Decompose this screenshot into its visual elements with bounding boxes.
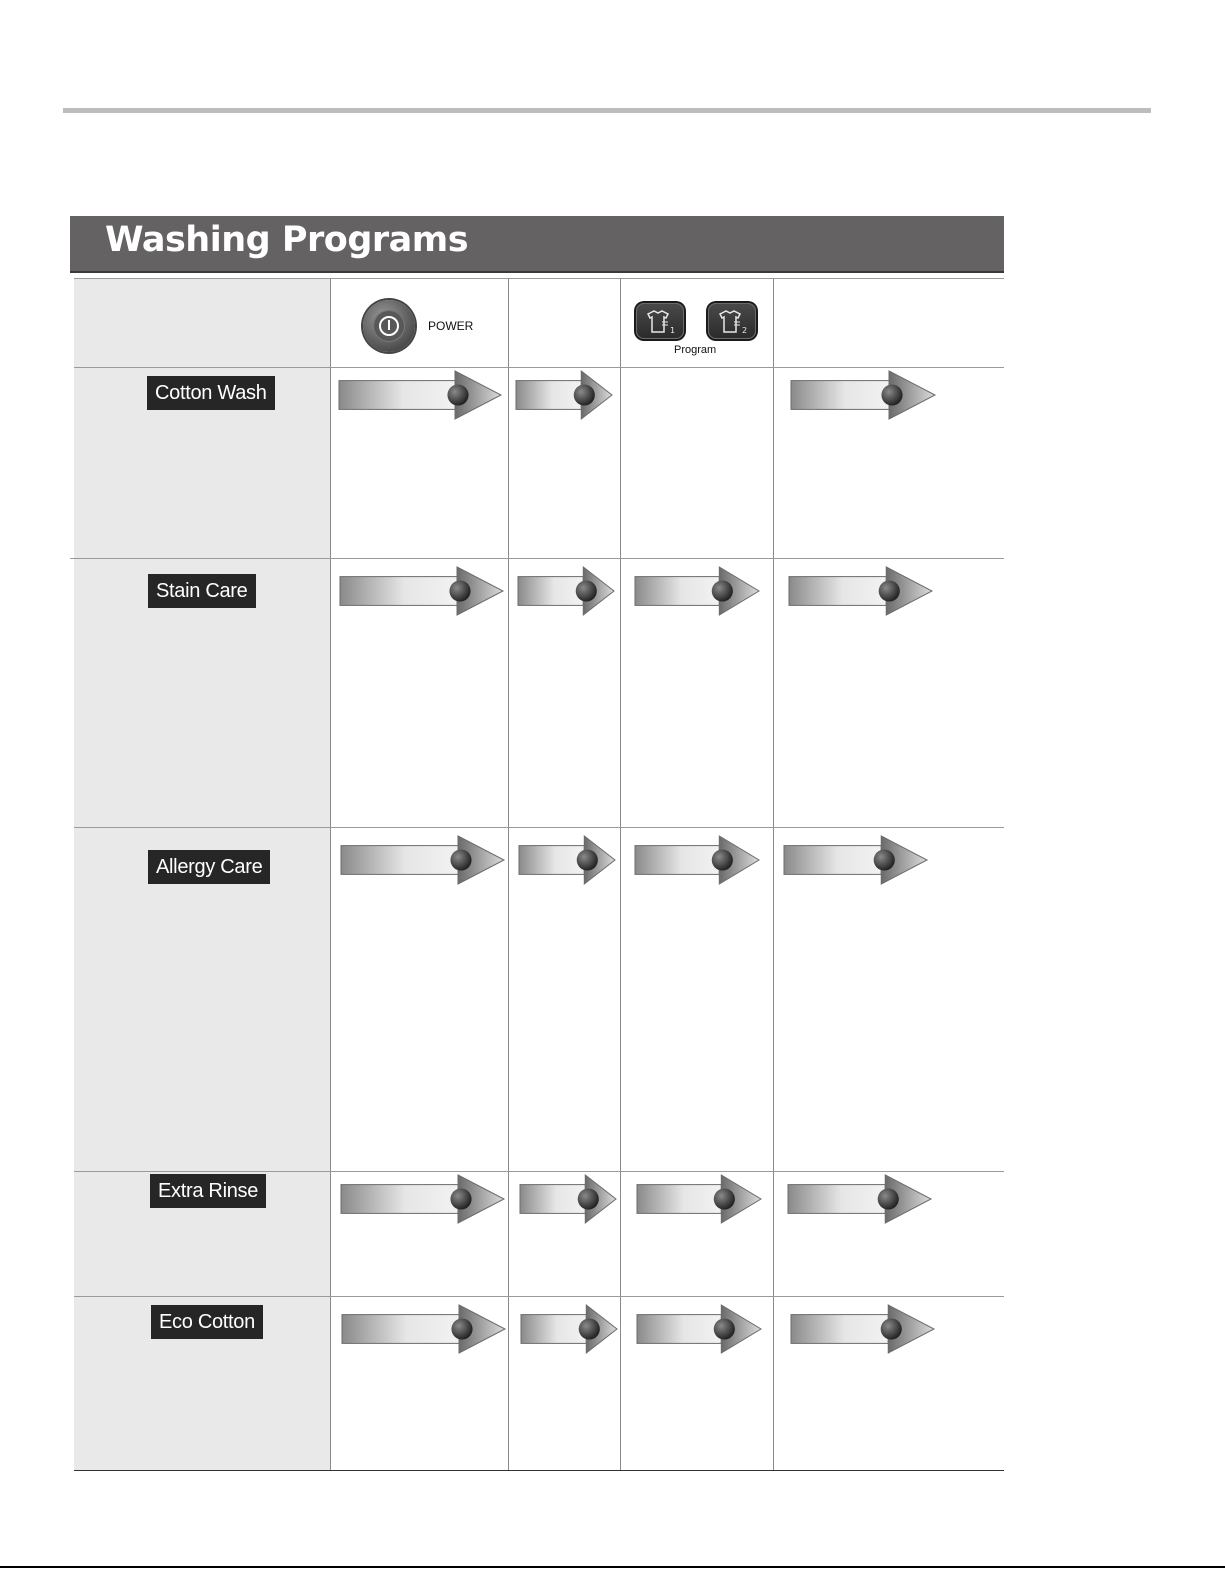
step-arrow: [635, 567, 759, 615]
step-arrow: [342, 1305, 505, 1353]
step-arrow: [791, 1305, 934, 1353]
step-arrow: [339, 371, 501, 419]
bottom-rule: [0, 1566, 1225, 1568]
section-banner: [70, 216, 1004, 273]
program-1-number: 1: [670, 326, 676, 335]
step-arrow: [637, 1175, 761, 1223]
program-tag-extra-rinse: Extra Rinse: [150, 1174, 266, 1208]
step-arrow: [341, 836, 504, 884]
program-label: Program: [674, 344, 717, 356]
step-arrow: [521, 1305, 617, 1353]
step-arrow: [518, 567, 614, 615]
programs-table: [74, 278, 1004, 1471]
step-arrows: [74, 279, 1004, 1470]
step-arrow: [789, 567, 932, 615]
section-title: Washing Programs: [105, 220, 469, 260]
step-arrow: [520, 1175, 616, 1223]
step-arrow: [791, 371, 935, 419]
step-arrow: [519, 836, 615, 884]
step-arrow: [635, 836, 759, 884]
top-rule: [63, 108, 1151, 113]
program-tag-cotton-wash: Cotton Wash: [147, 376, 275, 410]
step-arrow: [637, 1305, 761, 1353]
power-label: POWER: [428, 319, 474, 333]
program-tag-stain-care: Stain Care: [148, 574, 256, 608]
program-tag-eco-cotton: Eco Cotton: [151, 1305, 263, 1339]
step-arrow: [788, 1175, 931, 1223]
step-arrow: [341, 1175, 504, 1223]
step-arrow: [340, 567, 503, 615]
step-arrow: [784, 836, 927, 884]
program-2-number: 2: [742, 326, 748, 335]
program-tag-allergy-care: Allergy Care: [148, 850, 270, 884]
step-arrow: [516, 371, 612, 419]
